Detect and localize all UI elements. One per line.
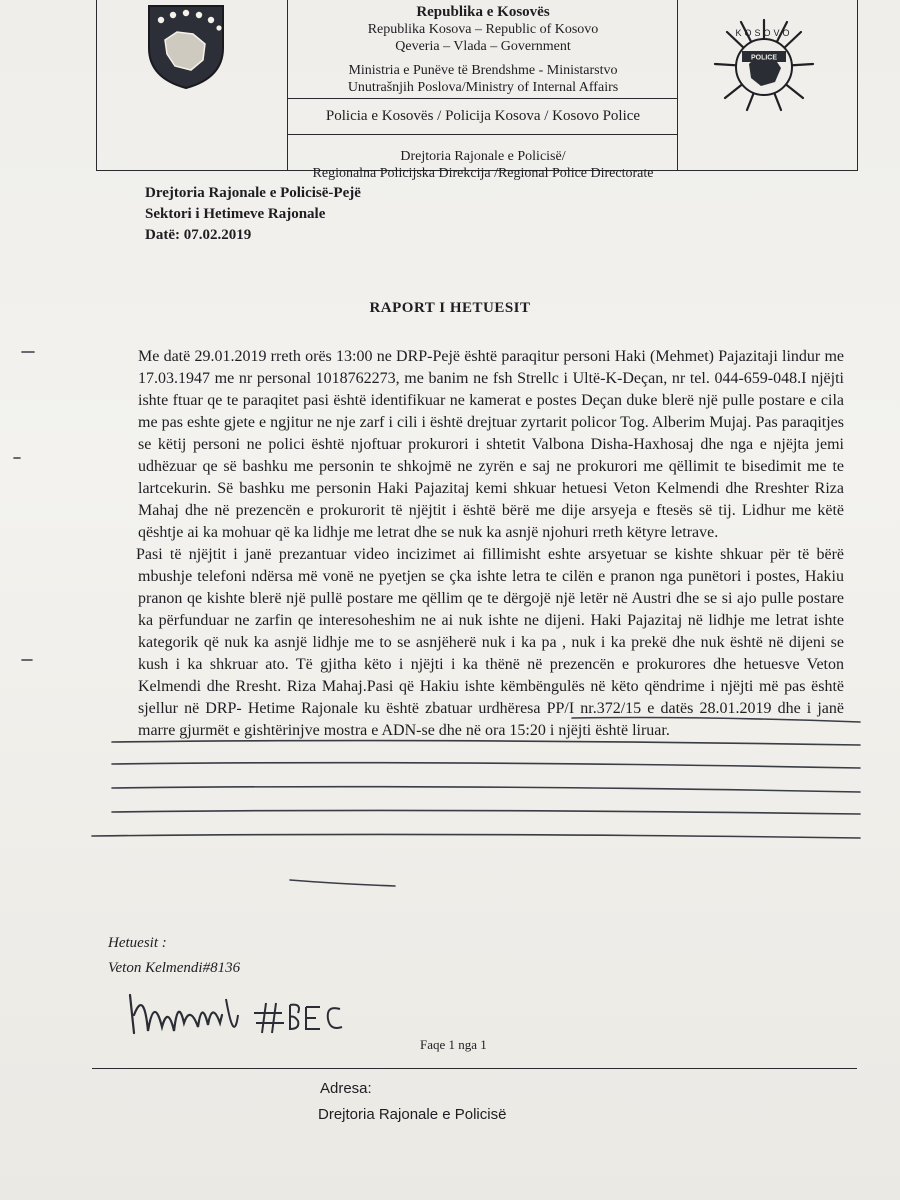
police-line: Policia e Kosovës / Policija Kosova / Kosovo Police xyxy=(325,108,641,124)
kosovo-police-logo-icon xyxy=(709,12,819,112)
ministry-line-1: Ministria e Punëve të Brendshme - Ministarstvo xyxy=(348,63,618,78)
body-paragraph-2: Pasi të njëjtit i janë prezantuar video incizimet ai fillimisht eshte arsyetuar se kishte shkuar për të bërë mbushje telefoni ndërsa më vonë ne pyetjen se çka ishte letra te cilën e pranon nga punëtori i postes, Hakiu pranon qe kishte blerë një pullë postare me qëllim qe te dërgojë një letër në Austri dhe se si ajo pulle postare ka përfunduar ne zarfin qe interesoheshim ne ai nuk ishte ne dijeni. Haki Pajazitaj në lidhje me letrat ishte kategorik që nuk ka asnjë lidhje me to se asnjëherë nuk i ka pa , nuk i ka prekë dhe nuk është në dijeni se kush i ka shkruar ato. Të gjitha këto i njëjti i ka thënë në prezencën e prokurores dhe hetuesve Veton Kelmendi dhe Rresht. Riza Mahaj.Pasi që Hakiu ishte këmbëngulës në këto qëndrime i njëjti më pas është sjellur në DRP- Hetime Rajonale ku është zbatuar urdhëresa PP/I nr.372/15 e datës 28.01.2019 dhe i janë marre gjurmët e gishtërinjve mostra e ADN-se dhe në ora 15:20 i njëjti është liruar. xyxy=(136,546,844,739)
directorate-line-2: Regionalna Policijska Direkcija /Regional Police Directorate xyxy=(312,166,654,181)
document-meta xyxy=(145,183,361,246)
country-title: Republika e Kosovës xyxy=(416,4,550,20)
report-body xyxy=(138,346,844,742)
meta-directorate: Drejtoria Rajonale e Policisë-Pejë xyxy=(145,185,361,201)
letterhead xyxy=(96,0,858,181)
body-paragraph-1: Me datë 29.01.2019 rreth orës 13:00 ne DRP-Pejë është paraqitur personi Haki (Mehmet) Pajazitaji lindur me 17.03.1947 me nr personal 1018762273, me banim ne fsh Strellc i Ultë-K-Deçan, nr tel. 044-659-048.I njëjti ishte ftuar qe te paraqitet pasi është identifikuar ne kamerat e postes Deçan duke blerë një pulle postare e cila me pas eshte gjete e ngjitur ne nje zarf i cili i është drejtuar zyrtarit policor Tog. Alberim Mujaj. Pas paraqitjes se këtij personi ne polici është njoftuar prokurori i shtetit Valbona Disha-Haxhosaj dhe nga e njëjta jemi udhëzuar qe së bashku me personin te shkojmë ne zyrën e saj ne prokurori me qëllimit te bisedimit me te lartcekurin. Së bashku me personin Haki Pajazitaj kemi shkuar hetuesi Veton Kelmendi dhe Rreshter Riza Mahaj dhe në prezencën e prokurorit të njëjtit i është bërë me dije arsyeja e ftesës së tij. Lidhur me këtë qështje ai ka mohuar që ka lidhje me letrat dhe se nuk ka asnjë njohuri rreth këtyre letrave. xyxy=(138,348,844,541)
footer-divider xyxy=(92,1068,857,1069)
country-subtitle: Republika Kosova – Republic of Kosovo xyxy=(367,22,599,37)
logo-top-text: KOSOVO xyxy=(735,28,793,38)
ministry-line-2: Unutrašnjih Poslova/Ministry of Internal Affairs xyxy=(347,80,619,95)
address-label: Adresa: xyxy=(320,1080,372,1097)
page-number: Faqe 1 nga 1 xyxy=(420,1037,487,1052)
ministry-block xyxy=(289,62,677,96)
handwritten-signature-icon xyxy=(122,975,352,1045)
directorate-block xyxy=(289,148,677,182)
logo-band-text: POLICE xyxy=(750,54,778,62)
address-value: Drejtoria Rajonale e Policisë xyxy=(318,1106,507,1123)
investigator-name: Veton Kelmendi#8136 xyxy=(108,960,241,976)
meta-date: Datë: 07.02.2019 xyxy=(145,227,252,243)
investigators-label: Hetuesit : xyxy=(108,935,167,951)
meta-sector: Sektori i Hetimeve Rajonale xyxy=(145,206,326,222)
directorate-line-1: Drejtoria Rajonale e Policisë/ xyxy=(400,149,566,164)
report-title: RAPORT I HETUESIT xyxy=(369,300,531,316)
government-line: Qeveria – Vlada – Government xyxy=(395,39,571,54)
kosovo-coat-of-arms-icon xyxy=(141,0,231,90)
country-block xyxy=(289,4,677,55)
